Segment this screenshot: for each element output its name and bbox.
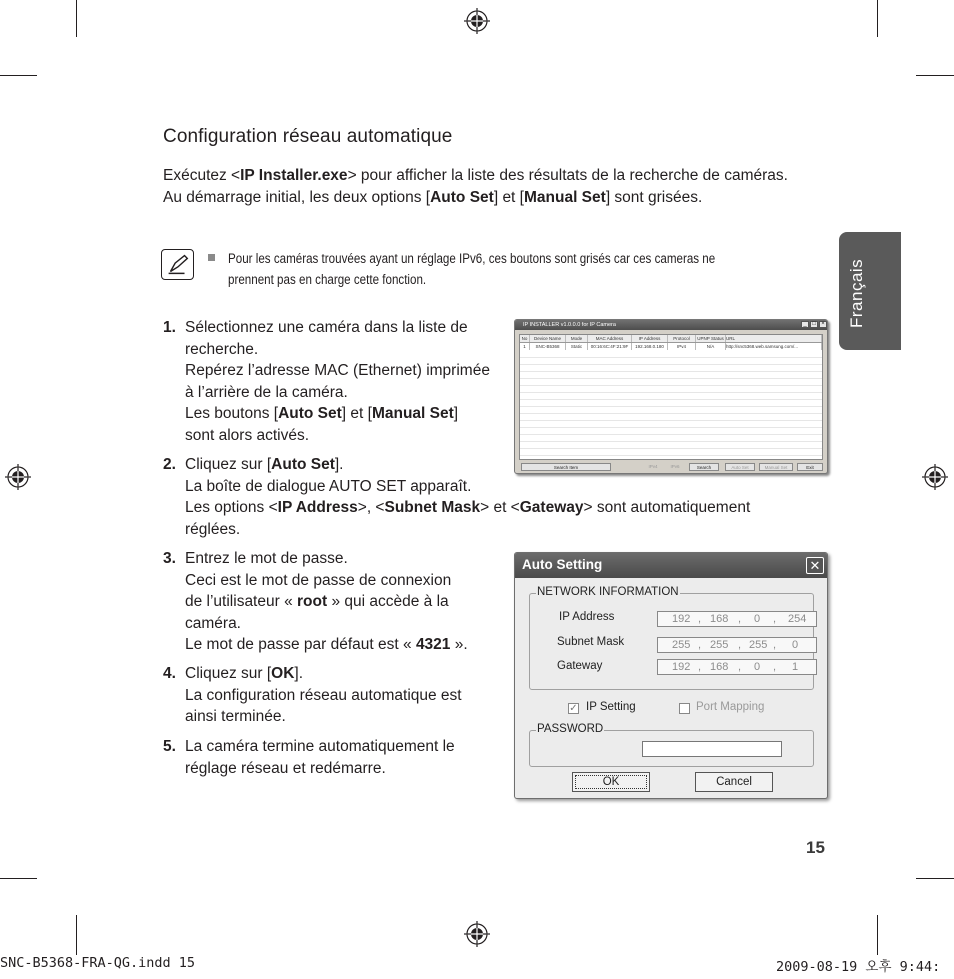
camera-list[interactable]: [519, 334, 823, 460]
language-label: Français: [847, 258, 866, 328]
step-line: caméra.: [185, 614, 241, 632]
crop-mark: [76, 915, 77, 955]
auto-setting-dialog: [514, 552, 828, 799]
note-bullet: [208, 254, 215, 261]
intro-line: Exécutez <IP Installer.exe> pour afficher la liste des résultats de la recherche de caméras.: [163, 167, 788, 184]
column-header[interactable]: URL: [726, 335, 822, 342]
step-line: Cliquez sur [Auto Set].: [185, 456, 344, 473]
footer-file-info: SNC-B5368-FRA-QG.indd 15: [0, 955, 196, 971]
intro-paragraph: [163, 165, 823, 209]
minimize-icon[interactable]: _: [801, 321, 809, 328]
registration-mark-icon: [464, 921, 490, 947]
ip-address-label: IP Address: [559, 611, 615, 623]
column-header[interactable]: No: [520, 335, 530, 342]
step-line: sont alors activés.: [185, 426, 310, 444]
empty-rows: [520, 351, 822, 459]
column-header[interactable]: UPNP Status: [696, 335, 726, 342]
window-title: IP INSTALLER v1.0.0.0 for IP Camera: [523, 322, 616, 328]
port-mapping-checkbox[interactable]: [679, 703, 690, 714]
ip-setting-label: IP Setting: [586, 701, 636, 713]
group-title: PASSWORD: [537, 723, 604, 735]
footer-timestamp: 2009-08-19 오후 9:44:: [776, 959, 941, 975]
window-titlebar: [515, 320, 827, 330]
column-header[interactable]: MAC Address: [588, 335, 632, 342]
step-line: Entrez le mot de passe.: [185, 550, 348, 567]
step-line: Le mot de passe par défaut est « 4321 ».: [185, 636, 468, 654]
ip-setting-checkbox[interactable]: ✓: [569, 703, 578, 714]
crop-mark: [877, 915, 878, 955]
step-number: 2.: [163, 456, 176, 473]
column-header[interactable]: Mode: [566, 335, 588, 342]
step-line: La configuration réseau automatique est: [185, 686, 462, 704]
registration-mark-icon: [5, 464, 31, 490]
dialog-titlebar: [515, 553, 827, 578]
step-line: Les options <IP Address>, <Subnet Mask> et <Gateway> sont automatiquement: [185, 499, 751, 517]
exit-button[interactable]: Exit: [797, 463, 823, 471]
step-line: réglage réseau et redémarre.: [185, 759, 386, 777]
gateway-field[interactable]: 192 , 168 , 0 , 1: [657, 659, 817, 675]
column-header[interactable]: Device Name: [530, 335, 566, 342]
password-field[interactable]: [642, 741, 782, 757]
ip-installer-window: [514, 319, 828, 474]
table-header: [520, 335, 822, 343]
note-text: [228, 248, 818, 290]
step-line: ainsi terminée.: [185, 708, 286, 726]
registration-mark-icon: [464, 8, 490, 34]
subnet-mask-label: Subnet Mask: [557, 636, 625, 648]
ok-button[interactable]: OK: [572, 772, 650, 792]
step-line: Cliquez sur [OK].: [185, 665, 304, 682]
column-header[interactable]: IP Address: [632, 335, 668, 342]
crop-mark: [76, 0, 77, 37]
step-line: La boîte de dialogue AUTO SET apparaît.: [185, 477, 472, 495]
note-line: Pour les caméras trouvées ayant un réglage IPv6, ces boutons sont grisés car ces cameras ne: [228, 251, 716, 266]
search-item-field: Search Item: [521, 463, 611, 471]
step-line: La caméra termine automatiquement le: [185, 738, 455, 755]
ipv6-radio[interactable]: IPv6: [670, 464, 680, 469]
step-line: Sélectionnez une caméra dans la liste de: [185, 319, 468, 336]
installer-button-bar: [519, 463, 825, 471]
step-line: Les boutons [Auto Set] et [Manual Set]: [185, 405, 459, 423]
search-button[interactable]: Search: [689, 463, 719, 471]
page-number: 15: [806, 838, 825, 857]
close-icon[interactable]: ✕: [806, 557, 824, 574]
close-icon[interactable]: ×: [819, 321, 827, 328]
language-tab: [839, 232, 901, 350]
crop-mark: [916, 75, 954, 76]
note-icon: [161, 249, 194, 280]
intro-line: Au démarrage initial, les deux options [Auto Set] et [Manual Set] sont grisées.: [163, 189, 703, 206]
section-title: Configuration réseau automatique: [163, 126, 453, 147]
step-line: réglées.: [185, 520, 241, 538]
step-line: recherche.: [185, 340, 259, 358]
step-line: Repérez l’adresse MAC (Ethernet) imprimée: [185, 362, 490, 380]
network-information-group: [529, 586, 814, 690]
dialog-title: Auto Setting: [522, 557, 603, 572]
port-mapping-label: Port Mapping: [696, 701, 765, 713]
subnet-mask-field[interactable]: 255 , 255 , 255 , 0: [657, 637, 817, 653]
step-number: 5.: [163, 738, 176, 755]
column-header[interactable]: Protocol: [668, 335, 696, 342]
registration-mark-icon: [922, 464, 948, 490]
crop-mark: [0, 75, 37, 76]
step-line: Ceci est le mot de passe de connexion: [185, 571, 452, 589]
manual-set-button[interactable]: Manual Set: [759, 463, 793, 471]
note-line: prennent pas en charge cette fonction.: [228, 272, 427, 287]
maximize-icon[interactable]: □: [810, 321, 818, 328]
group-title: NETWORK INFORMATION: [537, 586, 679, 598]
step-number: 3.: [163, 550, 176, 567]
crop-mark: [0, 878, 37, 879]
step-number: 4.: [163, 665, 176, 682]
auto-set-button[interactable]: Auto Set: [725, 463, 755, 471]
ip-address-field[interactable]: 192 , 168 , 0 , 254: [657, 611, 817, 627]
crop-mark: [877, 0, 878, 37]
step-line: de l’utilisateur « root » qui accède à la: [185, 593, 449, 611]
gateway-label: Gateway: [557, 660, 603, 672]
crop-mark: [916, 878, 954, 879]
table-row[interactable]: 1 SNC-B5368 Static 00:16:6C:4F:21:9F 192.168.0.180 IPv4 N/A http://snc5368.web.samsung.com/...: [520, 343, 822, 350]
step-line: à l’arrière de la caméra.: [185, 383, 348, 401]
ipv4-radio[interactable]: IPv4: [648, 464, 658, 469]
cancel-button[interactable]: Cancel: [695, 772, 773, 792]
step-number: 1.: [163, 319, 176, 336]
